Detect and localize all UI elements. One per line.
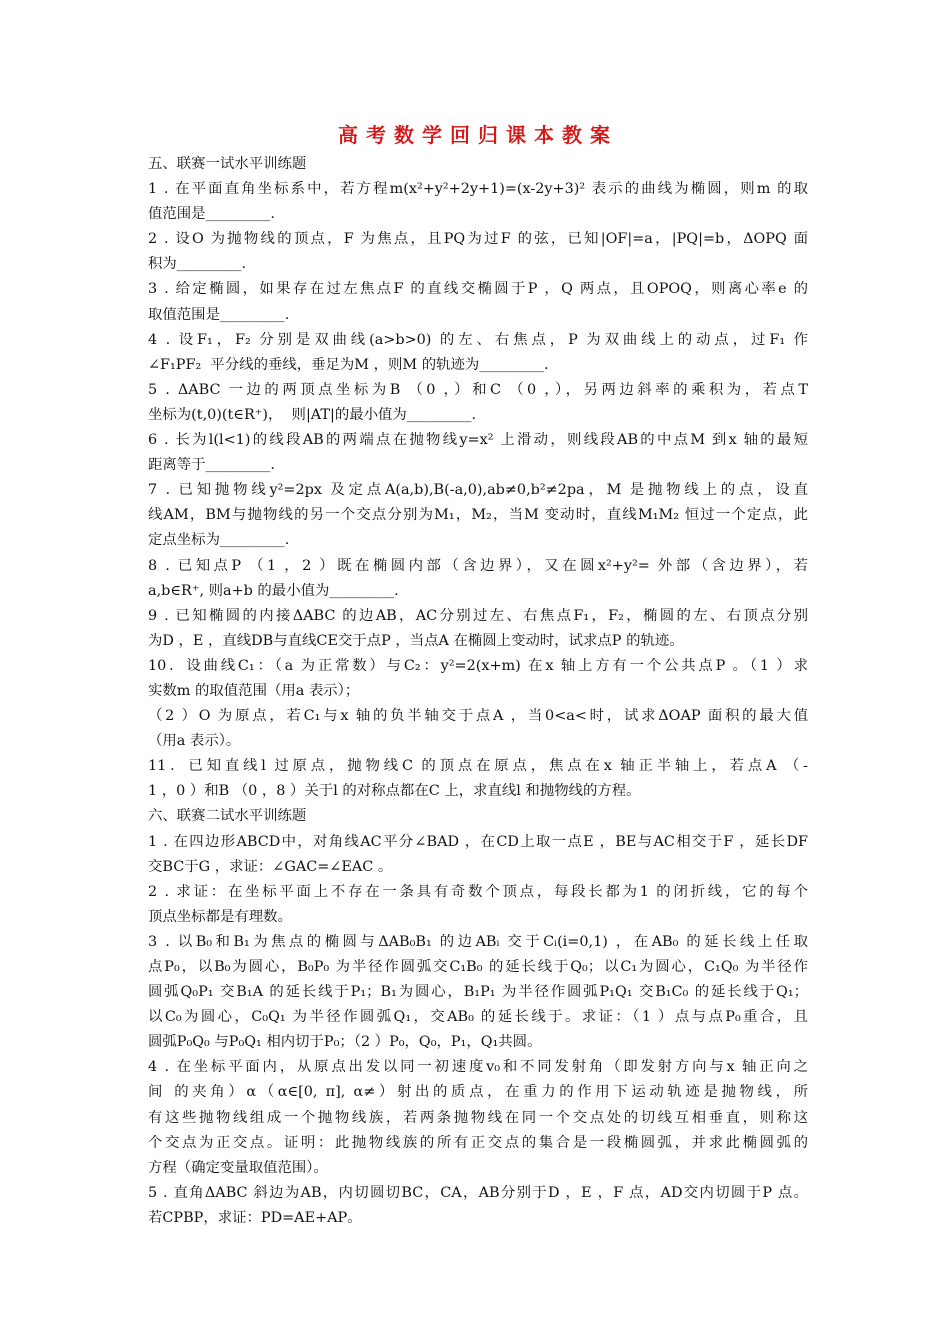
text-line: 为D ，E ，直线DB与直线CE交于点P ，当点A 在椭圆上变动时，试求点P 的轨迹。 xyxy=(148,632,684,649)
text-line: ∠F₁PF₂ 平分线的垂线，垂足为M ，则M 的轨迹为_________. xyxy=(148,356,549,373)
text-line: 取值范围是_________. xyxy=(148,306,290,323)
text-line: 2 . 求证：在坐标平面上不存在一条具有奇数个顶点，每段长都为1 的闭折线，它的每个 xyxy=(148,883,808,900)
text-line: 1 ，0 ）和B （0 ，8 ）关于l 的对称点都在C 上，求直线l 和抛物线的方程。 xyxy=(148,783,641,800)
text-line: 若CPBP，求证：PD=AE+AP。 xyxy=(148,1209,362,1226)
text-line: 4 . 设F₁，F₂ 分别是双曲线(a>b>0) 的左、右焦点，P 为双曲线上的动点，过F₁ 作 xyxy=(148,331,808,348)
text-line: 圆弧P₀Q₀ 与P₀Q₁ 相内切于P₀；（2 ）P₀，Q₀，P₁，Q₁共圆。 xyxy=(148,1034,542,1051)
text-line: 积为_________. xyxy=(148,256,247,273)
text-line: 2 . 设O 为抛物线的顶点，F 为焦点，且PQ为过F 的弦，已知|OF|=a，|PQ|=b，ΔOPQ 面 xyxy=(148,231,808,248)
document-body xyxy=(148,152,808,1231)
text-line: 11．已知直线l 过原点，抛物线C 的顶点在原点，焦点在x 轴正半轴上，若点A （- xyxy=(148,758,808,775)
text-line: （用a 表示）。 xyxy=(148,733,241,750)
text-line: 交BC于G ，求证：∠GAC=∠EAC 。 xyxy=(148,858,393,875)
text-line: 距离等于_________. xyxy=(148,457,275,474)
text-line: 6 . 长为l(l<1)的线段AB的两端点在抛物线y=x² 上滑动，则线段AB的中点M 到x 轴的最短 xyxy=(148,432,808,449)
text-line: 3 . 给定椭圆，如果存在过左焦点F 的直线交椭圆于P ，Q 两点，且OPOQ，则离心率e 的 xyxy=(148,281,808,298)
text-line: 以C₀为圆心，C₀Q₁ 为半径作圆弧Q₁，交AB₀ 的延长线于。求证：（1 ）点与点P₀重合，且 xyxy=(148,1009,808,1026)
text-line: 个交点为正交点。证明：此抛物线族的所有正交点的集合是一段椭圆弧，并求此椭圆弧的 xyxy=(148,1134,808,1151)
page-title: 高考数学回归课本教案 xyxy=(338,123,618,147)
text-line: a,b∈R⁺, 则a+b 的最小值为_________. xyxy=(148,582,399,599)
text-line: 7 . 已知抛物线y²=2px 及定点A(a,b),B(-a,0),ab≠0,b²≠2pa，M 是抛物线上的点，设直 xyxy=(148,482,808,499)
text-line: 间 的夹角）α（α∈[0, π], α≠）射出的质点，在重力的作用下运动轨迹是抛物线，所 xyxy=(148,1084,808,1101)
text-line: 圆弧Q₀P₁ 交B₁A 的延长线于P₁；B₁为圆心，B₁P₁ 为半径作圆弧P₁Q₁ 交B₁C₀ 的延长线于Q₁； xyxy=(148,984,808,1001)
text-line: 有这些抛物线组成一个抛物线族，若两条抛物线在同一个交点处的切线互相垂直，则称这 xyxy=(148,1109,808,1126)
text-line: 五、联赛一试水平训练题 xyxy=(148,156,307,172)
text-line: 3 . 以B₀和B₁为焦点的椭圆与ΔAB₀B₁ 的边ABᵢ 交于Cᵢ(i=0,1) ，在AB₀ 的延长线上任取 xyxy=(148,933,808,950)
text-line: 坐标为(t,0)(t∈R⁺)， 则|AT|的最小值为_________. xyxy=(148,406,477,423)
text-line: 10．设曲线C₁：（a 为正常数）与C₂：y²=2(x+m) 在x 轴上方有一个公共点P 。（1 ）求 xyxy=(148,657,808,674)
text-line: 5 . ΔABC 一边的两顶点坐标为B （0 ，）和C （0 ，），另两边斜率的乘积为，若点T xyxy=(148,381,808,398)
document-page xyxy=(148,118,808,1231)
text-line: 4 . 在坐标平面内，从原点出发以同一初速度v₀和不同发射角（即发射方向与x 轴正向之 xyxy=(148,1059,808,1076)
text-line: 值范围是_________. xyxy=(148,206,275,223)
text-line: 实数m 的取值范围（用a 表示）； xyxy=(148,682,360,699)
text-line: 方程（确定变量取值范围）。 xyxy=(148,1159,328,1176)
text-line: 点P₀，以B₀为圆心，B₀P₀ 为半径作圆弧交C₁B₀ 的延长线于Q₀；以C₁为圆心，C₁Q₀ 为半径作 xyxy=(148,959,808,975)
text-line: 定点坐标为_________. xyxy=(148,532,290,549)
text-line: 1 . 在平面直角坐标系中，若方程m(x²+y²+2y+1)=(x-2y+3)² 表示的曲线为椭圆，则m 的取 xyxy=(148,181,808,198)
text-line: 线AM，BM与抛物线的另一个交点分别为M₁，M₂，当M 变动时，直线M₁M₂ 恒过一个定点，此 xyxy=(148,507,808,524)
text-line: 5 . 直角ΔABC 斜边为AB，内切圆切BC，CA，AB分别于D ，E ，F 点，AD交内切圆于P 点。 xyxy=(148,1184,808,1201)
text-line: 8 . 已知点P （1 ，2 ）既在椭圆内部（含边界），又在圆x²+y²= 外部（含边界），若 xyxy=(148,557,808,574)
text-line: 六、联赛二试水平训练题 xyxy=(148,808,307,825)
text-line: （2 ）O 为原点，若C₁与x 轴的负半轴交于点A ，当0<a<时，试求ΔOAP 面积的最大值 xyxy=(148,708,808,725)
text-line: 9 . 已知椭圆的内接ΔABC 的边AB，AC分别过左、右焦点F₁，F₂，椭圆的左、右顶点分别 xyxy=(148,607,808,624)
text-line: 顶点坐标都是有理数。 xyxy=(148,908,292,925)
text-line: 1 . 在四边形ABCD中，对角线AC平分∠BAD ，在CD上取一点E ，BE与AC相交于F ，延长DF xyxy=(148,833,808,850)
